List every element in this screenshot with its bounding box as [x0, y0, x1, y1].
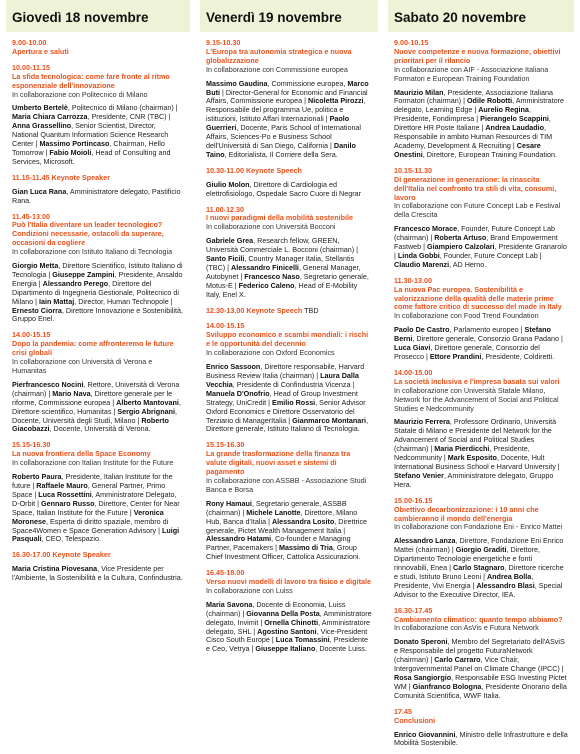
session-title: L'Europa tra autonomia strategica e nuova globalizzazione — [206, 46, 352, 65]
session-block — [206, 307, 372, 316]
session-time: 11.30-13.00 — [394, 275, 432, 285]
session-time: 16.30-17.45 — [394, 605, 433, 615]
session-time: 11.15-11.45 — [12, 172, 50, 182]
session-time: 15.00-16.15 — [394, 495, 433, 505]
session-heading — [206, 167, 372, 176]
session-collaboration: In collaborazione con Istituto Italiano di Tecnologia — [12, 247, 173, 257]
session-speakers: Maurizio Ferrera, Professore Ordinario, Università Statale di Milano e Presidente del Network for the Advancement of Social and Political Studies (chairman) | Maria Pierdicchi, Presidente, Nedcommunity | Mark Esposito, Docente, Hult International Business School e Harvard University | Stefano Venier, Amministratore delegato, Gruppo Hera. — [394, 417, 560, 489]
session-speakers: Maurizio Milan, Presidente, Associazione Italiana Formatori (chairman) | Odile Robotti, Amministratore delegato, Learning Edge | Aurelio Regina, Presidente, Fondimpresa | Pierangelo Scappini, Direttore HR Poste Italiane | Andrea Laudadio, Responsabile in ambito Human Resources di TIM Academy, Development & Recruiting | Cesare Onestini, Direttore, European Training Foundation. — [394, 87, 565, 159]
session-speakers: Roberto Paura, Presidente, Italian Institute for the future | Raffaele Mauro, General Partner, Primo Space | Luca Rossettini, Amministratore Delegato, D-Orbit | Gennaro Russo, Direttore, Center for Near Space, Italian Institute for the Future | Veronica Moronese, Esperta di diritto spaziale, membro di Space4Women e Space Generation Advisory | Luigi Pasquali, CEO, Telespazio. — [12, 472, 180, 544]
session-title: Apertura e saluti — [12, 46, 69, 56]
session-speakers: Umberto Bertelè, Politecnico di Milano (chairman) | Maria Chiara Carrozza, Presidente, CNR (TBC) | Anna Grassellino, Senior Scientist, Director, National Quantum Information Science Research Center | Massimo Portincaso, Chairman, Hello Tomorrow | Fabio Moioli, Head of Consulting and Services, Microsoft. — [12, 103, 178, 166]
session-speakers: Gian Luca Rana, Amministratore delegato, Pastificio Rana. — [12, 186, 181, 205]
session-block — [12, 551, 184, 583]
session-speakers: Gabriele Grea, Research fellow, GREEN, Università Commerciale L. Bocconi (chairman) | Santo Ficili, Country Manager Italia, Stellantis (TBC) | Alessandro Finicelli, General Manager, Autobynet | Francesco Naso, Segretario generale, Motus-E | Federico Caleno, Head of E-Mobility Italy, Enel X. — [206, 236, 369, 299]
session-collaboration: In collaborazione con Commissione europea — [206, 64, 348, 74]
session-time: 10.15-11.30 — [394, 165, 432, 175]
session-collaboration: In collaborazione con Università Statale Milano, Network for the Advancement of Social and Political Studies e Nedcommunity — [394, 385, 559, 413]
session-collaboration: In collaborazione con ASSBB - Associazione Studi Banca e Borsa — [206, 475, 367, 494]
session-title: I nuovi paradigmi della mobilità sostenibile — [206, 213, 353, 223]
session-collaboration: In collaborazione con Food Trend Foundation — [394, 311, 539, 321]
session-block — [12, 174, 184, 206]
session-collaboration: In collaborazione con AIF - Associazione Italiana Formatori e European Training Foundation — [394, 64, 549, 83]
session-list — [12, 39, 184, 583]
session-collaboration: In collaborazione con Università di Verona e Humanitas — [12, 357, 153, 375]
session-block — [394, 277, 568, 362]
session-block — [12, 441, 184, 544]
session-title: Verso nuovi modelli di lavoro tra fisico e digitale — [206, 577, 371, 587]
session-speakers: Francesco Morace, Founder, Future Concept Lab (chairman) | Roberta Artuso, Brand Empowerment Fastweb | Giampiero Calzolari, Presidente Granarolo | Linda Gobbi, Founder, Future Concept Lab | Claudio Marenzi, AD Herno. — [394, 224, 567, 269]
session-title: Cambiamento climatico: quanto tempo abbiamo? — [394, 614, 563, 624]
session-block — [394, 167, 568, 270]
session-time: 11.00-12.30 — [206, 204, 244, 214]
session-block — [394, 39, 568, 160]
session-title: Sviluppo economico e scambi mondiali: i rischi e le opportunità del decennio — [206, 330, 369, 349]
session-time: 16.45-18.00 — [206, 568, 245, 578]
session-speakers: Maria Cristina Piovesana, Vice Presidente per l'Ambiente, la Sostenibilità e la Cultura, Confindustria. — [12, 564, 183, 583]
session-title: La nuova Pac europea. Sostenibilità e valorizzazione della qualità delle materie prime come fattore critico di successo del made in Italy — [394, 284, 562, 312]
session-heading — [12, 551, 184, 560]
session-title: Può l'Italia diventare un leader tecnologico? Condizioni necessarie, ostacoli da superare, occasioni da cogliere — [12, 220, 164, 248]
session-title: Di generazione in generazione: la rinascita dell'Italia nel confronto tra stili di vita, consumi, lavoro — [394, 174, 557, 202]
session-collaboration: In collaborazione con Fondazione Eni - Enrico Mattei — [394, 522, 563, 532]
keynote-label: Keynote Speaker — [51, 172, 110, 182]
session-list — [394, 39, 568, 748]
session-block — [206, 39, 372, 160]
session-title: Conclusioni — [394, 715, 436, 725]
day-column-thursday — [6, 0, 190, 754]
session-time: 10.00-11.15 — [12, 62, 50, 72]
session-speakers: Pierfrancesco Nocini, Rettore, Università di Verona (chairman) | Mario Nava, Direttore generale per le riforme, Commissione europea | Alberto Mantovani, Direttore scientifico, Humanitas | Sergio Abrignani, Docente, Università degli Studi, Milano | Roberto Giacobazzi, Docente, Università di Verona. — [12, 379, 181, 434]
session-time: 10.30-11.00 — [206, 165, 244, 175]
session-title: La sfida tecnologica: come fare fronte al ritmo esponenziale dell'innovazione — [12, 71, 170, 90]
session-time: 9.00-10.15 — [394, 38, 429, 47]
session-collaboration: In collaborazione con Oxford Economics — [206, 348, 335, 358]
session-collaboration: In collaborazione con Politecnico di Milano — [12, 89, 148, 99]
session-collaboration: In collaborazione con Italian Institute for the Future — [12, 458, 174, 468]
session-speakers: Enrico Sassoon, Direttore responsabile, Harvard Business Review Italia (chairman) | Laura Dalla Vecchia, Presidente di Confindustria Vicenza | Manuela D'Onofrio, Head of Group Investment Strategy, UniCredit | Emilio Rossi, Senior Advisor Oxford Economics e Direttore Osservatorio del Terziario di ManagerItalia | Gianmarco Montanari, Direttore generale, Istituto Italiano di Tecnologia. — [206, 362, 369, 434]
session-speakers: Enrico Giovannini, Ministro delle Infrastrutture e della Mobilità Sostenibile. — [394, 729, 568, 748]
keynote-label: Keynote Speech — [246, 305, 303, 315]
day-header: Venerdì 19 novembre — [200, 0, 378, 32]
session-block — [394, 607, 568, 701]
day-column-saturday — [388, 0, 574, 754]
session-time: 14.00-15.00 — [394, 367, 433, 377]
session-collaboration: In collaborazione con Università Bocconi — [206, 222, 336, 232]
session-block — [206, 569, 372, 654]
session-block — [394, 369, 568, 490]
session-time: 9.15-10.30 — [206, 38, 241, 47]
session-title: Obiettivo decarbonizzazione: i 10 anni che cambieranno il mondo dell'energia — [394, 504, 539, 523]
session-title: La nuova frontiera della Space Economy — [12, 449, 151, 459]
day-header: Giovedì 18 novembre — [6, 0, 190, 32]
session-time: 15.15-16.30 — [12, 440, 51, 450]
session-block — [206, 167, 372, 199]
session-collaboration: In collaborazione con AsVis e Futura Network — [394, 623, 539, 633]
session-time: 14.00-15.15 — [206, 321, 245, 331]
session-time: 15.15-16.30 — [206, 440, 245, 450]
session-collaboration: In collaborazione con Luiss — [206, 585, 293, 595]
session-block — [206, 441, 372, 562]
keynote-label: Keynote Speaker — [52, 550, 111, 560]
session-title: Dopo la pandemia: come affronteremo le future crisi globali — [12, 339, 174, 358]
session-block — [12, 213, 184, 325]
session-block — [206, 206, 372, 300]
session-heading — [12, 174, 184, 183]
session-title: La grande trasformazione della finanza tra valute digitali, nuovi asset e sistemi di pagamento — [206, 449, 351, 477]
session-time: 12.30-13.00 — [206, 305, 245, 315]
session-list — [206, 39, 372, 654]
session-title: Nuove competenze e nuova formazione, obiettivi prioritari per il rilancio — [394, 46, 561, 65]
session-block — [12, 39, 184, 57]
session-time: 17.45 — [394, 706, 412, 716]
session-speakers: Giulio Molon, Direttore di Cardiologia ed elettrofisiologo, Ospedale Sacro Cuore di Negrar — [206, 179, 362, 198]
session-speakers: Rony Hamaui, Segretario generale, ASSBB (chairman) | Michele Lanotte, Direttore, Milano Hub, Banca d'Italia | Alessandra Losito, Direttrice generale, Pictet Wealth Management Italia | Alessandro Hatami, Co-founder e Managing Partner, Pacemakers | Massimo di Tria, Group Chief Investment Officer, Cattolica Assicurazioni. — [206, 498, 368, 562]
session-speakers: Alessandro Lanza, Direttore, Fondazione Eni Enrico Mattei (chairman) | Giorgio Graditi, Direttore, Dipartimento Tecnologie energetiche e fonti rinnovabili, Enea | Carlo Stagnaro, Direttore ricerche e studi, Istituto Bruno Leoni | Andrea Bolla, Presidente, Vivi Energia | Alessandro Blasi, Special Advisor to the Executive Director, IEA. — [394, 536, 564, 599]
session-block — [12, 64, 184, 167]
session-block — [206, 322, 372, 434]
day-header: Sabato 20 novembre — [388, 0, 574, 32]
session-speakers: Donato Speroni, Membro del Segretariato dell'ASviS e Responsabile del progetto FuturaNetwork (chairman) | Carlo Carraro, Vice Chair, Intergovernmental Panel on Climate Change (IPCC) | Rosa Sangiorgio, Responsabile ESG Investing Pictet WM | Gianfranco Bologna, Presidente Onorario della Comunità Scientifica, WWF Italia. — [394, 637, 567, 700]
session-block — [394, 708, 568, 749]
session-speakers: Paolo De Castro, Parlamento europeo | Stefano Berni, Direttore generale, Consorzio Grana Padano | Luca Giavi, Direttore generale, Consorzio del Prosecco | Ettore Prandini, Presidente, Coldiretti. — [394, 325, 563, 361]
session-time: 11.45-13.00 — [12, 211, 50, 221]
session-block — [394, 497, 568, 600]
day-column-friday — [200, 0, 378, 754]
session-time: 14.00-15.15 — [12, 330, 51, 340]
session-speakers: Giorgio Metta, Direttore Scientifico, Istituto Italiano di Tecnologia | Giuseppe Zampini, Presidente, Ansaldo Energia | Alessandro Perego, Direttore del Dipartimento di Ingegneria Gestionale, Politecnico di Milano | Iain Mattaj, Director, Human Technopole | Ernesto Ciorra, Direttore Innovazione e Sostenibilità, Gruppo Enel. — [12, 261, 183, 324]
session-speakers: Maria Savona, Docente di Economia, Luiss (chairman) | Giovanna Della Posta, Amministratore delegato, Invimit | Ornella Chinotti, Amministratore delegato, SHL | Agostino Santoni, Vice-President Cisco South Europe | Luca Tomassini, Presidente e Ceo, Vetrya | Giuseppe Italiano, Docente Luiss. — [206, 599, 372, 654]
session-heading — [206, 307, 372, 316]
session-speakers: Massimo Gaudina, Commissione europea, Marco Buti | Director-General for Economic and Financial Affairs, Commissione europea | Nicoletta Pirozzi, Responsabile del programma Ue, politica e istituzioni, Istituto Affari Internazionali | Paolo Guerrieri, Docente, Paris School of International Affairs, Sciences-Po e Business School dell'Università di San Diego, California | Danilo Taino, Editorialista, Il Corriere della Sera. — [206, 78, 369, 159]
keynote-label: Keynote Speech — [245, 165, 302, 175]
keynote-speaker: TBD — [304, 305, 319, 315]
session-time: 16.30-17.00 — [12, 550, 51, 560]
session-collaboration: In collaborazione con Future Concept Lab e Festival della Crescita — [394, 201, 561, 220]
session-block — [12, 331, 184, 434]
session-time: 9.00-10.00 — [12, 38, 47, 47]
session-title: La società inclusiva e l'impresa basata sui valori — [394, 376, 560, 386]
